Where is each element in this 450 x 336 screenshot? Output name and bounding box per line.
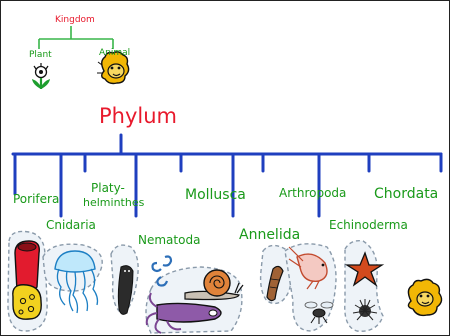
kingdom-label: Kingdom	[55, 15, 95, 25]
sponge-icon	[13, 241, 41, 319]
chordata-lion-icon	[408, 279, 441, 315]
phylum-cnidaria: Cnidaria	[46, 218, 96, 232]
phylum-mollusca: Mollusca	[185, 187, 246, 203]
phylum-platyhelminthes-line2: helminthes	[83, 196, 145, 209]
plant-label: Plant	[29, 50, 52, 60]
animal-label: Animal	[99, 48, 131, 58]
plant-icon	[32, 63, 50, 89]
phylum-annelida: Annelida	[239, 227, 301, 243]
phylum-arthropoda: Arthropoda	[279, 186, 347, 200]
phylum-tree	[13, 135, 441, 216]
flatworm-icon	[118, 266, 133, 315]
phylum-echinoderma: Echinoderma	[329, 218, 408, 232]
phylum-chordata: Chordata	[374, 186, 439, 202]
phylum-nematoda: Nematoda	[138, 233, 201, 247]
kingdom-connectors	[39, 26, 113, 49]
diagram-drawing	[1, 1, 450, 336]
phylum-title: Phylum	[99, 104, 178, 128]
phylum-porifera: Porifera	[13, 192, 60, 206]
phylum-platyhelminthes-line1: Platy-	[91, 181, 125, 195]
